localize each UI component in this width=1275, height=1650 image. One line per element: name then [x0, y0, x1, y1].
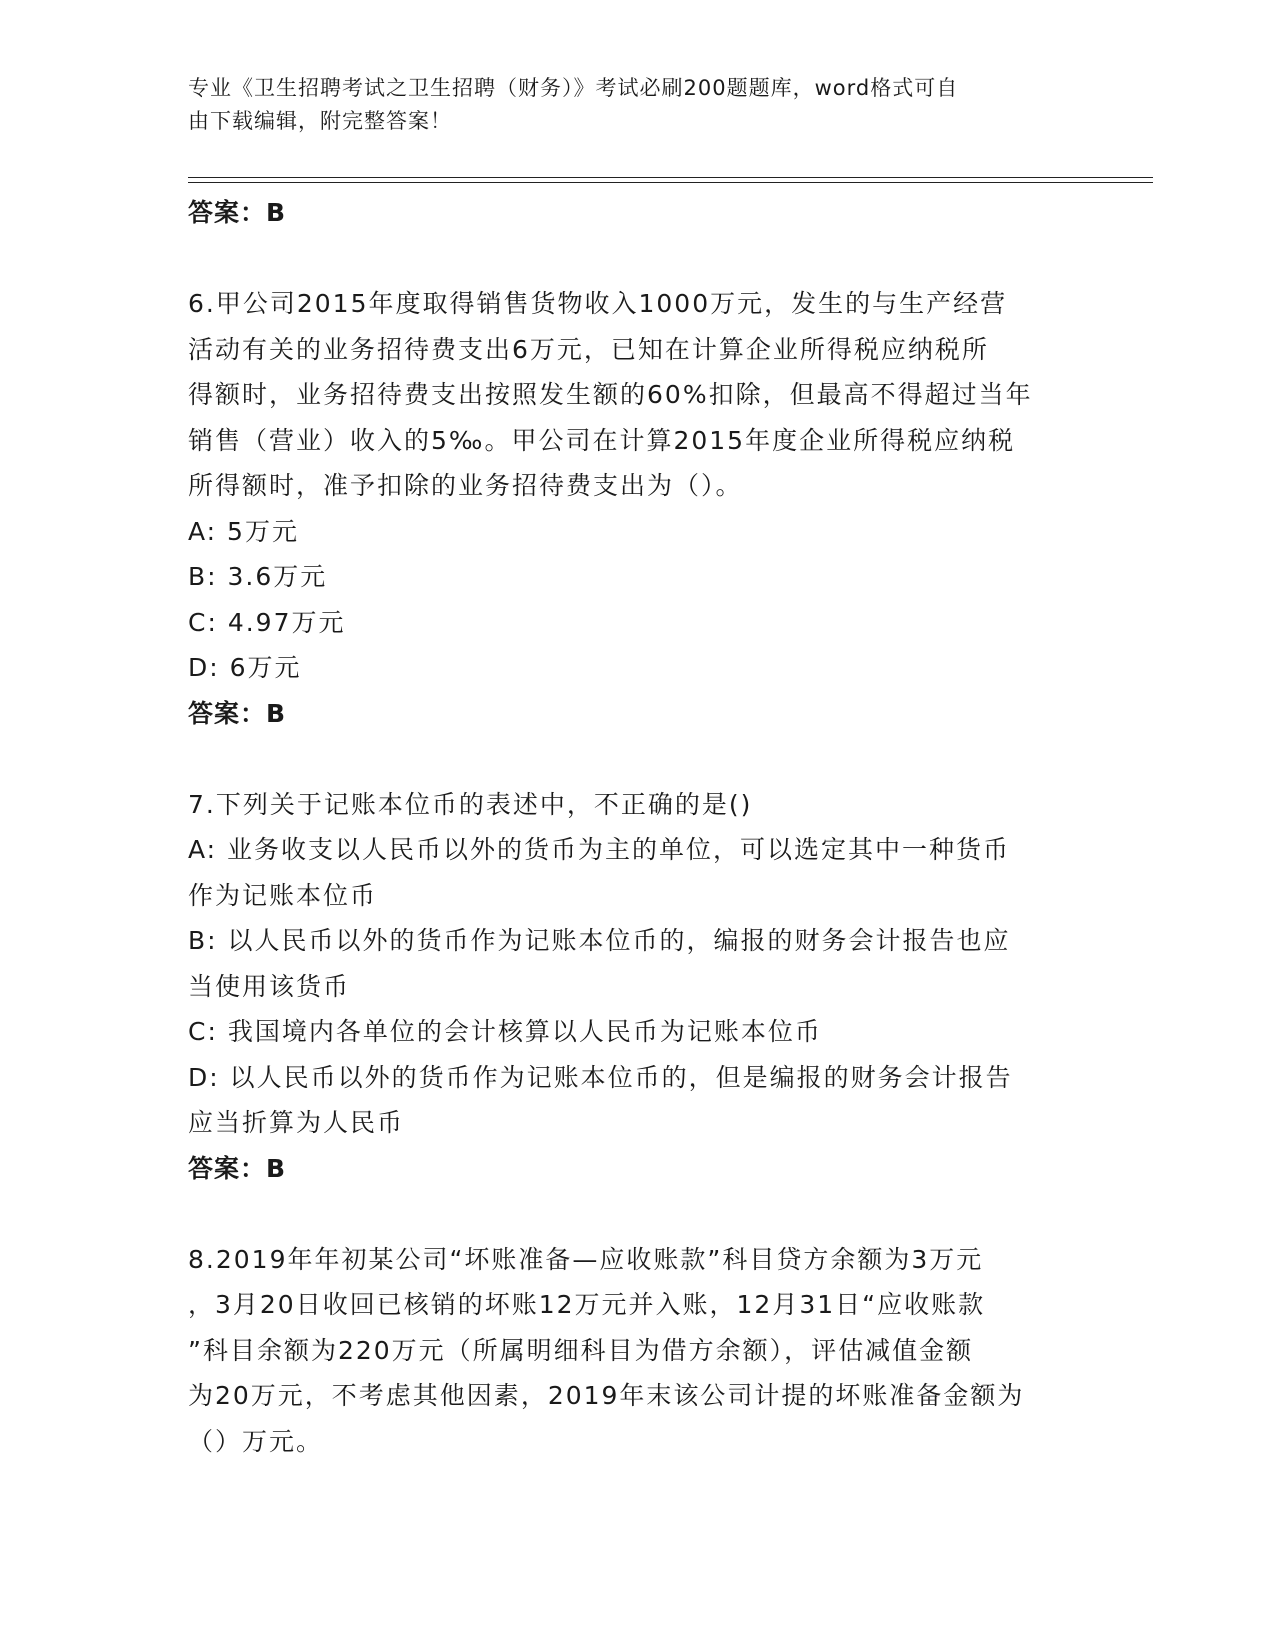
text-line: C: 4.97万元: [188, 607, 346, 637]
header-line: 专业《卫生招聘考试之卫生招聘（财务）》考试必刷200题题库，word格式可自: [188, 76, 959, 100]
text-line: C: 我国境内各单位的会计核算以人民币为记账本位币: [188, 1017, 822, 1046]
text-line: 6.甲公司2015年度取得销售货物收入1000万元，发生的与生产经营: [188, 289, 1008, 318]
text-line: B: 3.6万元: [188, 562, 328, 591]
text-line: B: 以人民币以外的货币作为记账本位币的，编报的财务会计报告也应: [188, 926, 1011, 955]
text-line: A: 5万元: [188, 516, 299, 546]
header-divider: [188, 182, 1153, 183]
spacer: [188, 736, 1088, 782]
answer-line: 答案：B: [188, 1153, 287, 1183]
header-divider: [188, 177, 1153, 178]
text-line: 8.2019年年初某公司“坏账准备—应收账款”科目贷方余额为3万元: [188, 1244, 984, 1274]
spacer: [188, 236, 1088, 282]
text-line: ，3月20日收回已核销的坏账12万元并入账，12月31日“应收账款: [188, 1290, 986, 1319]
header-line: 由下载编辑，附完整答案！: [188, 109, 452, 133]
spacer: [188, 1191, 1088, 1237]
document-header: [188, 72, 1068, 138]
text-line: 得额时，业务招待费支出按照发生额的60%扣除，但最高不得超过当年: [188, 380, 1033, 409]
text-line: A: 业务收支以人民币以外的货币为主的单位，可以选定其中一种货币: [188, 835, 1011, 864]
answer-line: 答案：B: [188, 198, 287, 227]
text-line: 作为记账本位币: [188, 880, 378, 910]
text-line: 销售（营业）收入的5‰。甲公司在计算2015年度企业所得税应纳税: [188, 425, 1016, 455]
text-line: 7.下列关于记账本位币的表述中，不正确的是(): [188, 789, 753, 819]
text-line: ”科目余额为220万元（所属明细科目为借方余额），评估减值金额: [188, 1335, 974, 1365]
text-line: D: 以人民币以外的货币作为记账本位币的，但是编报的财务会计报告: [188, 1062, 1013, 1092]
text-line: 应当折算为人民币: [188, 1108, 405, 1137]
text-line: （）万元。: [188, 1426, 324, 1456]
text-line: 当使用该货币: [188, 971, 351, 1001]
text-line: 为20万元，不考虑其他因素，2019年末该公司计提的坏账准备金额为: [188, 1381, 1025, 1410]
answer-line: 答案：B: [188, 698, 287, 728]
question-list: [188, 190, 1088, 1464]
text-line: 活动有关的业务招待费支出6万元，已知在计算企业所得税应纳税所: [188, 334, 989, 364]
text-line: D: 6万元: [188, 653, 302, 682]
text-line: 所得额时，准予扣除的业务招待费支出为（）。: [188, 471, 743, 500]
